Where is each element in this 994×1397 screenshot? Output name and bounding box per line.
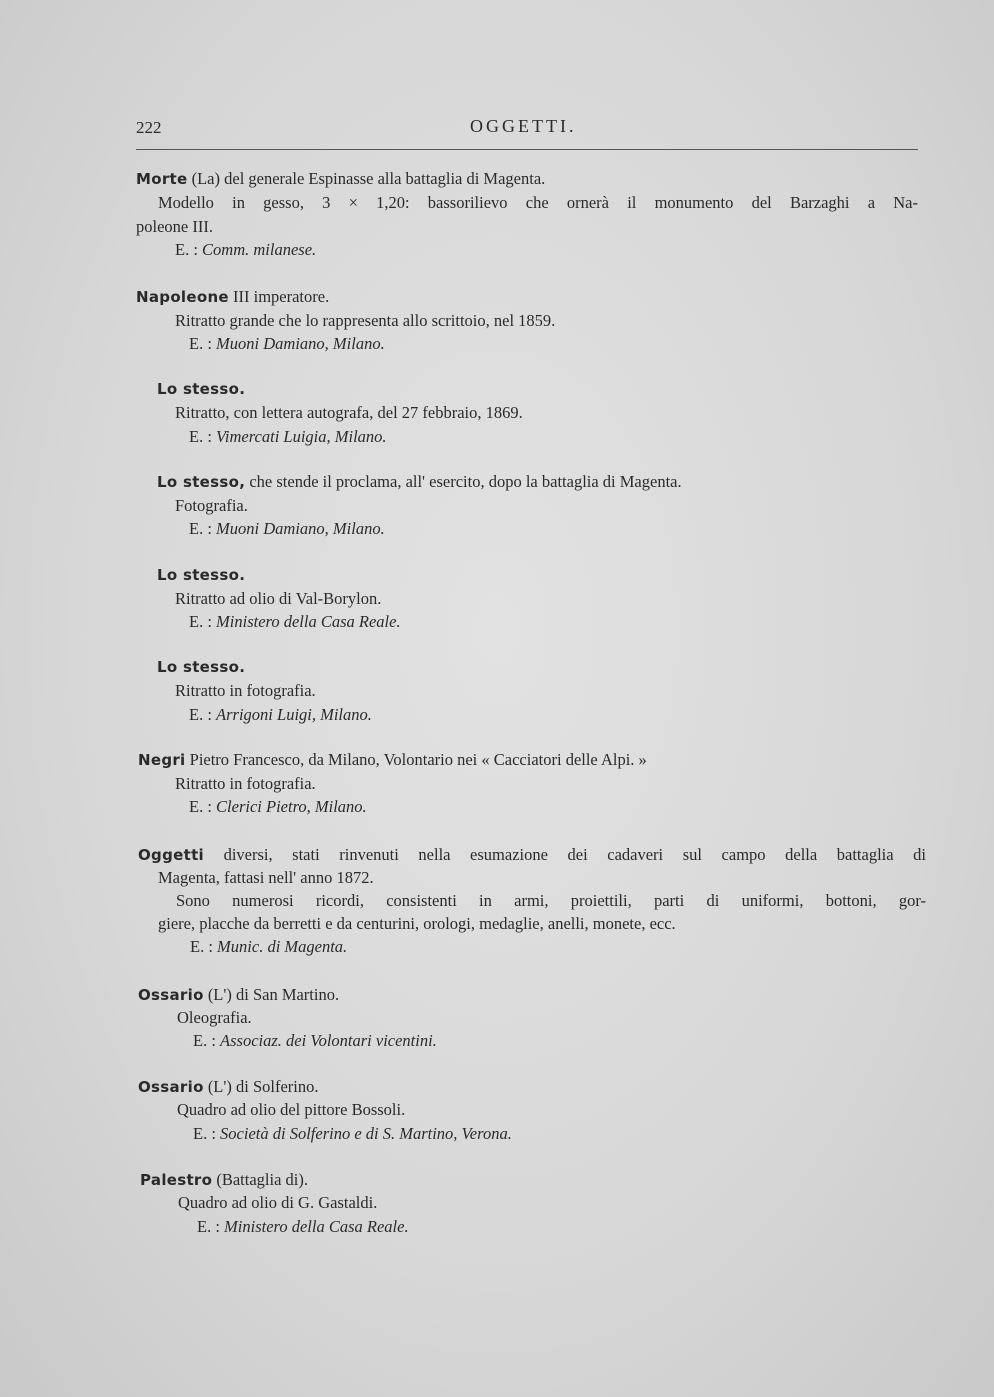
entry-title-rest: (L') di Solferino.	[203, 1077, 319, 1096]
exhibitor-label: E. :	[193, 1031, 221, 1050]
exhibitor-name: Associaz. dei Volontari vicentini.	[220, 1031, 437, 1050]
entry-exhibitor-line	[193, 1124, 512, 1144]
exhibitor-name: Arrigoni Luigi, Milano.	[216, 705, 372, 724]
entry-exhibitor-line	[197, 1217, 409, 1237]
entry-head: Morte	[136, 170, 188, 188]
exhibitor-label: E. :	[189, 705, 217, 724]
entry-exhibitor-line	[190, 937, 347, 957]
entry-description: Fotografia.	[175, 496, 248, 515]
entry-heading-line	[157, 565, 245, 585]
entry-head: Negri	[138, 751, 186, 769]
entry-head: Ossario	[138, 1078, 204, 1096]
entry-title-rest: (La) del generale Espinasse alla battaglia di Magenta.	[187, 169, 546, 188]
entry-description: Ritratto, con lettera autografa, del 27 febbraio, 1869.	[175, 403, 523, 422]
exhibitor-name: Munic. di Magenta.	[217, 937, 348, 956]
entry-title-rest: diversi, stati rinvenuti nella esumazione dei cadaveri sul campo della battaglia di	[203, 845, 926, 864]
entry-title-rest: che stende il proclama, all' esercito, dopo la battaglia di Magenta.	[245, 472, 682, 491]
entry-heading-line	[138, 985, 339, 1005]
exhibitor-name: Muoni Damiano, Milano.	[216, 519, 385, 538]
entry-description: Ritratto in fotografia.	[175, 681, 316, 700]
exhibitor-label: E. :	[193, 1124, 221, 1143]
entry-head: Lo stesso.	[157, 380, 246, 398]
page-header	[136, 114, 916, 144]
entry-description: poleone III.	[136, 217, 213, 236]
entry-exhibitor-line	[189, 612, 401, 632]
entry-exhibitor-line	[175, 240, 316, 260]
header-rule	[136, 149, 918, 150]
entry-description: Modello in gesso, 3 × 1,20: bassorilievo che ornerà il monumento del Barzaghi a Na-	[158, 193, 918, 212]
entry-heading-line	[157, 472, 682, 492]
exhibitor-label: E. :	[197, 1217, 225, 1236]
exhibitor-label: E. :	[189, 427, 217, 446]
exhibitor-name: Vimercati Luigia, Milano.	[216, 427, 387, 446]
entry-exhibitor-line	[189, 705, 372, 725]
entry-heading-line	[138, 845, 926, 865]
entry-heading-line	[157, 379, 245, 399]
entry-description: Ritratto in fotografia.	[175, 774, 316, 793]
running-title: OGGETTI.	[470, 116, 577, 136]
exhibitor-name: Muoni Damiano, Milano.	[216, 334, 385, 353]
entry-title-rest: III imperatore.	[228, 287, 330, 306]
entry-exhibitor-line	[193, 1031, 437, 1051]
entry-title-rest: (Battaglia di).	[212, 1170, 308, 1189]
entry-description: Oleografia.	[177, 1008, 252, 1027]
entry-title-continuation: Magenta, fattasi nell' anno 1872.	[158, 868, 374, 887]
exhibitor-label: E. :	[190, 937, 218, 956]
entry-heading-line	[138, 750, 647, 770]
entry-head: Ossario	[138, 986, 204, 1004]
entry-heading-line	[136, 287, 329, 307]
entry-title-rest: Pietro Francesco, da Milano, Volontario nei « Cacciatori delle Alpi. »	[185, 750, 647, 769]
entry-head: Lo stesso.	[157, 566, 246, 584]
entry-head: Oggetti	[138, 846, 204, 864]
entry-exhibitor-line	[189, 519, 385, 539]
exhibitor-name: Ministero della Casa Reale.	[216, 612, 401, 631]
entry-head: Palestro	[140, 1171, 213, 1189]
entry-description: Sono numerosi ricordi, consistenti in armi, proiettili, parti di uniformi, bottoni, gor-	[176, 891, 926, 910]
entry-heading-line	[157, 657, 245, 677]
entry-exhibitor-line	[189, 797, 367, 817]
entry-heading-line	[138, 1077, 318, 1097]
entry-heading-line	[136, 169, 545, 189]
entry-exhibitor-line	[189, 427, 387, 447]
entry-description: Ritratto grande che lo rappresenta allo scrittoio, nel 1859.	[175, 311, 556, 330]
exhibitor-name: Società di Solferino e di S. Martino, Verona.	[220, 1124, 512, 1143]
entry-title-rest: (L') di San Martino.	[203, 985, 340, 1004]
entry-description: Ritratto ad olio di Val-Borylon.	[175, 589, 382, 608]
entry-head: Lo stesso,	[157, 473, 246, 491]
exhibitor-label: E. :	[189, 612, 217, 631]
entry-description: Quadro ad olio di G. Gastaldi.	[178, 1193, 378, 1212]
exhibitor-name: Comm. milanese.	[202, 240, 317, 259]
exhibitor-label: E. :	[189, 797, 217, 816]
page-number: 222	[136, 118, 162, 137]
exhibitor-name: Clerici Pietro, Milano.	[216, 797, 367, 816]
exhibitor-label: E. :	[175, 240, 203, 259]
entry-description: giere, placche da berretti e da centurini, orologi, medaglie, anelli, monete, ecc.	[158, 914, 676, 933]
entry-head: Lo stesso.	[157, 658, 246, 676]
entry-head: Napoleone	[136, 288, 229, 306]
entry-description: Quadro ad olio del pittore Bossoli.	[177, 1100, 406, 1119]
exhibitor-name: Ministero della Casa Reale.	[224, 1217, 409, 1236]
exhibitor-label: E. :	[189, 519, 217, 538]
exhibitor-label: E. :	[189, 334, 217, 353]
entry-exhibitor-line	[189, 334, 385, 354]
entry-heading-line	[140, 1170, 308, 1190]
